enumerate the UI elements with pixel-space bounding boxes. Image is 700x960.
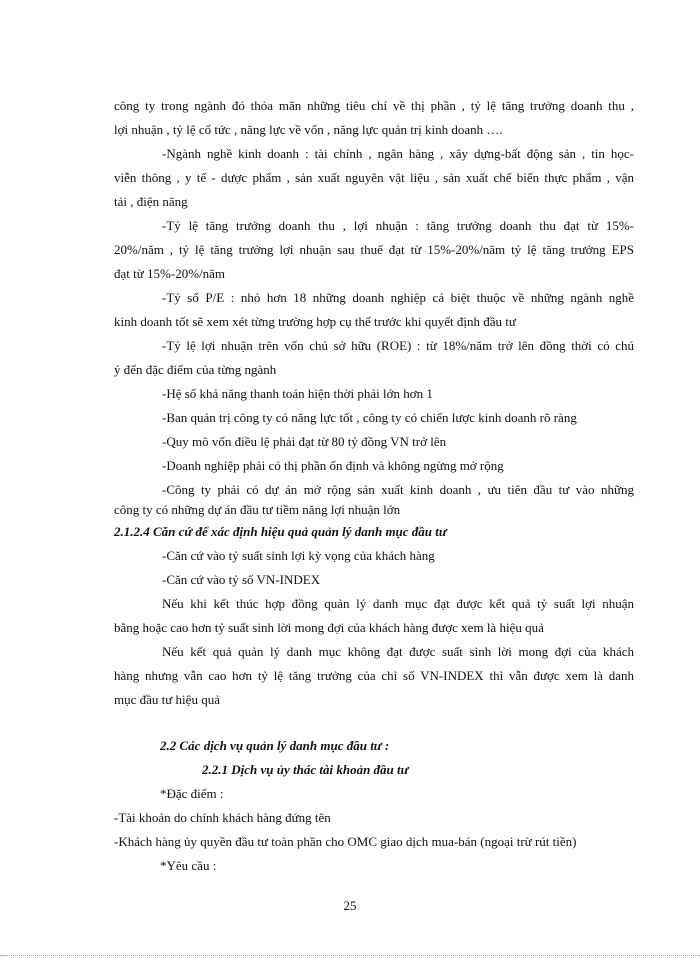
- body-text-line: Nếu khi kết thúc hợp đồng quản lý danh mục đạt được kết quả tỷ suất lợi nhuận: [162, 596, 634, 611]
- body-text-line: Nếu kết quả quản lý danh mục không đạt được suất sinh lời mong đợi của khách: [162, 644, 634, 659]
- page-number: 25: [343, 898, 357, 913]
- body-text-line: -Doanh nghiệp phải có thị phần ổn định và không ngừng mở rộng: [162, 458, 504, 473]
- body-text-line: -Tài khoản do chính khách hàng đứng tên: [114, 810, 331, 825]
- body-text-line: viễn thông , y tế - dược phẩm , sản xuất nguyên vật liệu , sản xuất chế biến thực phẩm , vận: [114, 170, 634, 185]
- body-text-line: hàng nhưng vẫn cao hơn tỷ lệ tăng trưởng của chỉ số VN-INDEX thì vẫn được xem là danh: [114, 668, 634, 683]
- body-text-line: -Quy mô vốn điều lệ phải đạt từ 80 tỷ đồng VN trở lên: [162, 434, 447, 449]
- subsection-heading: 2.2.1 Dịch vụ ủy thác tài khoản đầu tư: [202, 762, 409, 777]
- body-text-line: đạt từ 15%-20%/năm: [114, 266, 226, 281]
- body-text-line: công ty trong ngành đó thỏa mãn những tiêu chí về thị phần , tỷ lệ tăng trưởng doanh thu ,: [114, 98, 634, 113]
- body-text-line: -Hệ số khả năng thanh toán hiện thời phải lớn hơn 1: [162, 386, 433, 401]
- body-text-line: lợi nhuận , tỷ lệ cổ tức , năng lực về vốn , năng lực quản trị kinh doanh ….: [114, 122, 503, 137]
- section-heading: 2.1.2.4 Căn cứ để xác định hiệu quả quản lý danh mục đầu tư: [114, 524, 447, 539]
- body-text-line: -Ban quản trị công ty có năng lực tốt , công ty có chiến lược kinh doanh rõ ràng: [162, 410, 577, 425]
- body-text-line: *Yêu cầu :: [160, 858, 217, 873]
- page-bottom-rule: [0, 955, 700, 956]
- body-text-line: công ty có những dự án đầu tư tiềm năng lợi nhuận lớn: [114, 502, 401, 517]
- body-text-line: ý đến đặc điểm của từng ngành: [114, 362, 277, 377]
- body-text-line: -Tỷ số P/E : nhỏ hơn 18 những doanh nghiệp cá biệt thuộc về những ngành nghề: [162, 290, 634, 305]
- body-text-line: -Căn cứ vào tỷ số VN-INDEX: [162, 572, 321, 587]
- body-text-line: -Công ty phải có dự án mở rộng sản xuất kinh doanh , ưu tiên đầu tư vào những: [162, 482, 634, 497]
- body-text-line: mục đầu tư hiệu quả: [114, 692, 220, 707]
- body-text-line: *Đặc điểm :: [160, 786, 224, 801]
- body-text-line: -Tỷ lệ lợi nhuận trên vốn chủ sở hữu (ROE) : từ 18%/năm trở lên đồng thời có chú: [162, 338, 634, 353]
- body-text-line: 20%/năm , tỷ lệ tăng trưởng lợi nhuận sau thuế đạt từ 15%-20%/năm tỷ lệ tăng trưởng EPS: [114, 242, 634, 257]
- section-heading: 2.2 Các dịch vụ quản lý danh mục đầu tư :: [160, 738, 390, 753]
- body-text-line: -Ngành nghề kinh doanh : tài chính , ngân hàng , xây dựng-bất động sản , tin học-: [162, 146, 634, 161]
- body-text-line: -Căn cứ vào tỷ suất sinh lợi kỳ vọng của khách hàng: [162, 548, 435, 563]
- body-text-line: -Khách hàng ủy quyền đầu tư toàn phần cho OMC giao dịch mua-bán (ngoại trừ rút tiền): [114, 834, 577, 849]
- body-text-line: -Tỷ lệ tăng trưởng doanh thu , lợi nhuận : tăng trưởng doanh thu đạt từ 15%-: [162, 218, 634, 233]
- body-text-line: tải , điện năng: [114, 194, 188, 209]
- body-text-line: kinh doanh tốt sẽ xem xét từng trường hợp cụ thể trước khi quyết định đầu tư: [114, 314, 516, 329]
- body-text-line: bằng hoặc cao hơn tỷ suất sinh lời mong đợi của khách hàng được xem là hiệu quả: [114, 620, 544, 635]
